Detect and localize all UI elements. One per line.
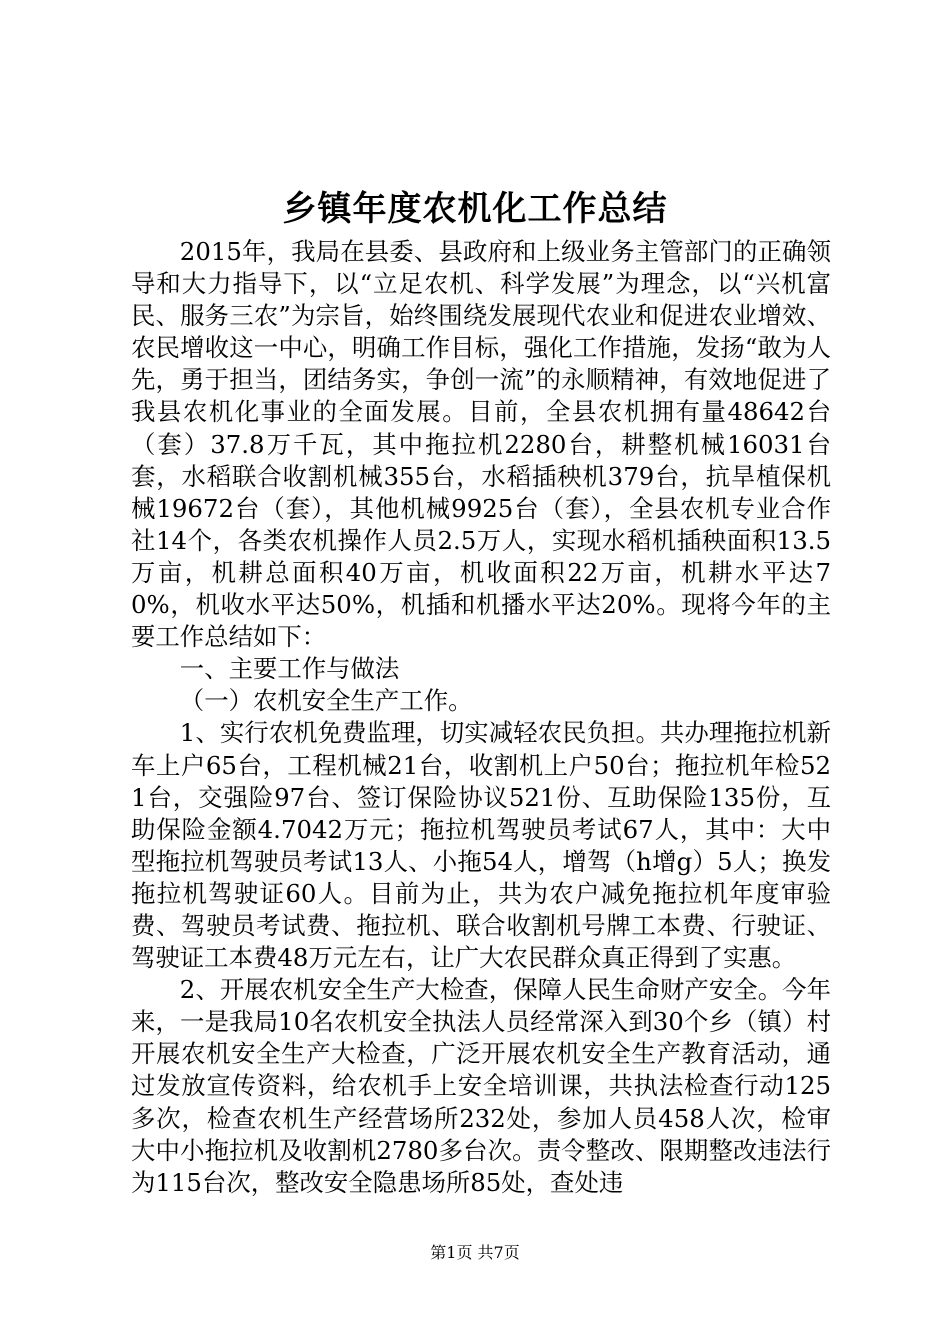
section-heading: 一、主要工作与做法 [179,654,400,684]
page-number: 第1页 共7页 [430,1243,520,1262]
document-body [131,236,831,1199]
document-title: 乡镇年度农机化工作总结 [282,189,668,229]
body-paragraph: 2、开展农机安全生产大检查，保障人民生命财产安全。今年来，一是我局10名农机安全执法人员经常深入到30个乡（镇）村开展农机安全生产大检查，广泛开展农机安全生产教育活动，通过发放宣传资料，给农机手上安全培训课，共执法检查行动125多次，检查农机生产经营场所232处，参加人员458人次，检审大中小拖拉机及收割机2780多台次。责令整改、限期整改违法行为115台次，整改安全隐患场所85处，查处违 [131,975,831,1197]
subsection-heading: （一）农机安全生产工作。 [179,686,473,716]
body-paragraph: 1、实行农机免费监理，切实减轻农民负担。共办理拖拉机新车上户65台，工程机械21台，收割机上户50台；拖拉机年检521台，交强险97台、签订保险协议521份、互助保险135份，互助保险金额4.7042万元；拖拉机驾驶员考试67人，其中：大中型拖拉机驾驶员考试13人、小拖54人，增驾（h增g）5人；换发拖拉机驾驶证60人。目前为止，共为农户减免拖拉机年度审验费、驾驶员考试费、拖拉机、联合收割机号牌工本费、行驶证、驾驶证工本费48万元左右，让广大农民群众真正得到了实惠。 [131,718,831,973]
intro-paragraph: 2015年，我局在县委、县政府和上级业务主管部门的正确领导和大力指导下，以“立足农机、科学发展”为理念，以“兴机富民、服务三农”为宗旨，始终围绕发展现代农业和促进农业增效、农民增收这一中心，明确工作目标，强化工作措施，发扬“敢为人先，勇于担当，团结务实，争创一流”的永顺精神，有效地促进了我县农机化事业的全面发展。目前，全县农机拥有量48642台（套）37.8万千瓦，其中拖拉机2280台，耕整机械16031台套，水稻联合收割机械355台，水稻插秧机379台，抗旱植保机械19672台（套），其他机械9925台（套），全县农机专业合作社14个，各类农机操作人员2.5万人，实现水稻机插秧面积13.5万亩，机耕总面积40万亩，机收面积22万亩，机耕水平达70%，机收水平达50%，机插和机播水平达20%。现将今年的主要工作总结如下： [131,237,831,652]
